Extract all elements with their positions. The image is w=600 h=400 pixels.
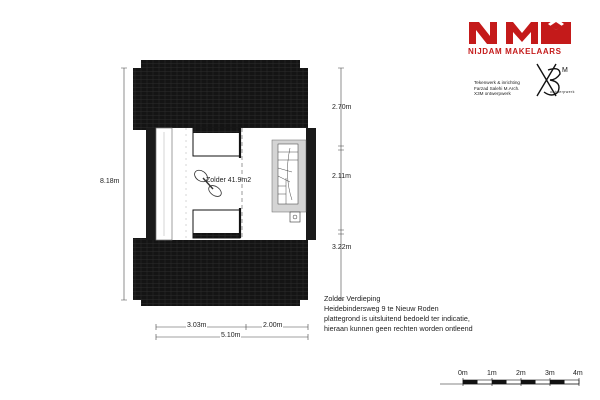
stairwell — [272, 140, 306, 222]
scale-label-2: 2m — [516, 370, 526, 377]
caption-floor-name: Zolder Verdieping — [324, 294, 381, 303]
drawing-credits — [474, 80, 520, 97]
credit-line-1: Tekenwerk & inrichting — [474, 80, 520, 85]
plan-caption — [324, 294, 473, 334]
dormer-window-bottom — [193, 208, 240, 238]
scale-label-4: 4m — [573, 370, 583, 377]
dim-left-total: 8.18m — [100, 178, 120, 185]
roof-top — [133, 60, 308, 130]
svg-text:M: M — [562, 67, 568, 74]
credit-line-3: X3M ontwerpwerk — [474, 91, 511, 97]
caption-disclaimer-1: plattegrond is uitsluitend bedoeld ter indicatie, — [324, 314, 470, 323]
caption-address: Heidebindersweg 9 te Nieuw Roden — [324, 304, 439, 313]
hatch-box — [290, 212, 300, 222]
company-name: NIJDAM MAKELAARS — [468, 47, 562, 56]
credit-line-2: Farzad Salehi M.Arch. — [474, 85, 520, 91]
scale-label-0: 0m — [458, 370, 468, 377]
caption-disclaimer-2: hieraan kunnen geen rechten worden ontleend — [324, 324, 473, 333]
dim-bottom-left: 3.03m — [187, 322, 207, 329]
dim-right-top: 2.70m — [332, 104, 352, 111]
scale-bar — [440, 378, 579, 386]
wall-right — [306, 128, 316, 240]
dimension-left — [121, 68, 127, 300]
roof-bottom — [133, 238, 308, 306]
nijdam-logo — [467, 18, 574, 46]
dim-bottom-total: 5.10m — [221, 332, 241, 339]
dim-right-middle: 2.11m — [332, 173, 351, 180]
dimension-right — [338, 68, 344, 300]
scale-label-3: 3m — [545, 370, 555, 377]
xsm-tagline: ontwerpwerk — [550, 90, 575, 94]
dim-right-bottom: 3.22m — [332, 244, 352, 251]
scale-label-1: 1m — [487, 370, 497, 377]
wall-left — [146, 128, 156, 240]
room-label: Zolder 41.9m2 — [206, 177, 252, 184]
dim-bottom-right: 2.00m — [263, 322, 283, 329]
dormer-window-top — [193, 128, 240, 158]
